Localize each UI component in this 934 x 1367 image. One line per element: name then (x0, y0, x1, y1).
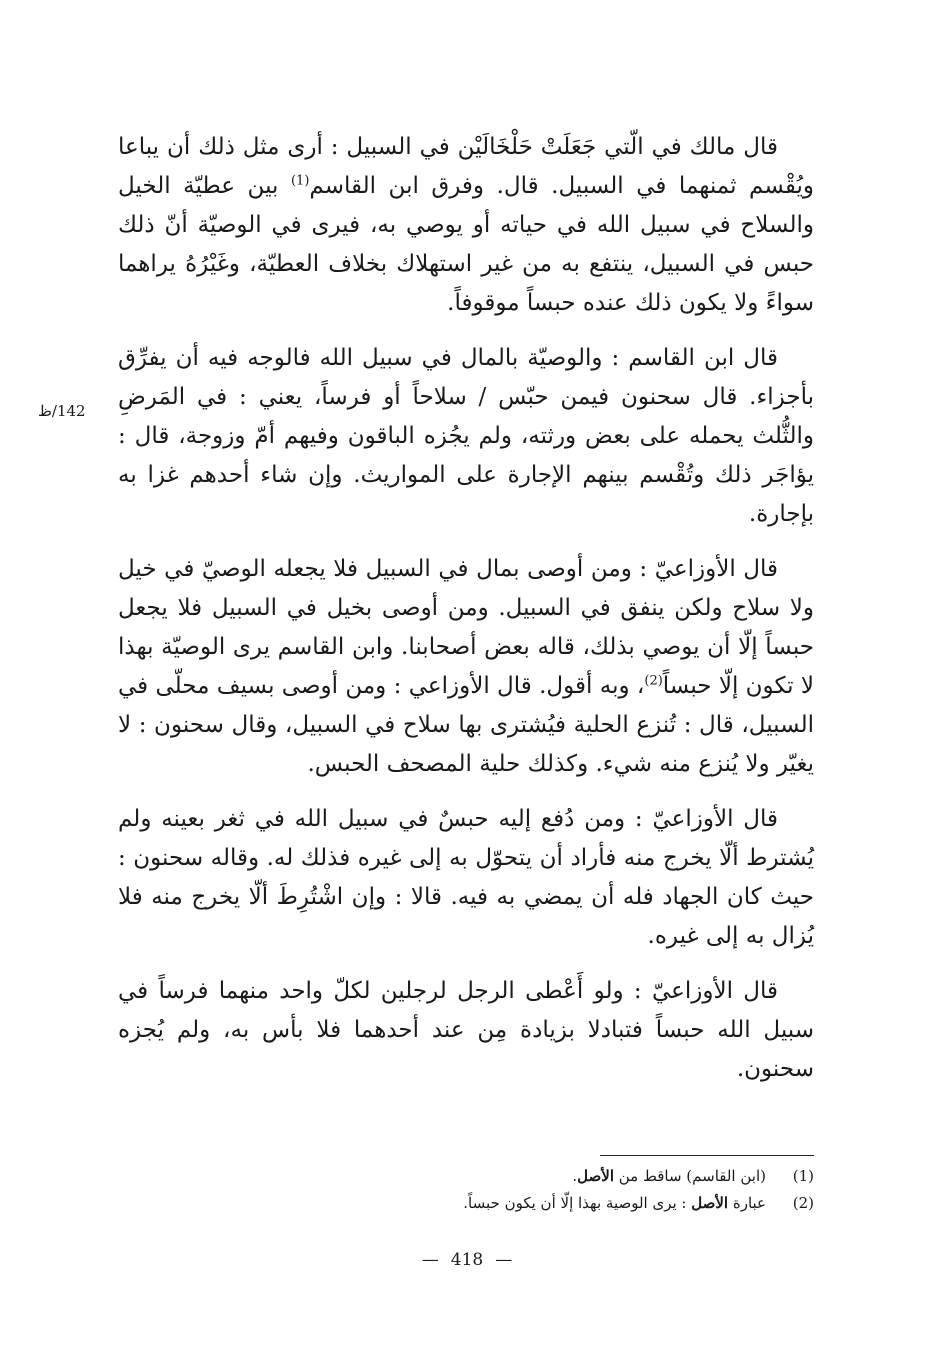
paragraph-5-text: قال الأوزاعيّ : ولو أَعْطى الرجل لرجلين لكلّ واحد منهما فرساً في سبيل الله حبساً فتبادلا بزيادة مِن عند أحدهما فلا بأس به، ولم يُجزه سحنون. (118, 978, 814, 1082)
footnote-1-text (572, 1163, 766, 1190)
paragraph-4-text: قال الأوزاعيّ : ومن دُفع إليه حبسٌ في سبيل الله في ثغر بعينه ولم يُشترط ألّا يخرج منه فأراد أن يتحوّل به إلى غيره فذلك له. وقاله سحنون : حيث كان الجهاد فله أن يمضي به فيه. قالا : وإن اشْتُرِطَ ألّا يخرج منه فلا يُزال به إلى غيره. (118, 806, 814, 949)
footnote-2-text-post: : يرى الوصية بهذا إلّا أن يكون حبساً. (463, 1194, 692, 1212)
footnote-2-number: (2) (792, 1194, 814, 1212)
main-text (118, 128, 814, 1103)
footnote-2-text-bold: الأصل (691, 1194, 729, 1212)
paragraph-5 (118, 972, 814, 1089)
paragraph-3-text-b: ، وبه أقول. قال الأوزاعي : ومن أوصى بسيف محلّى في السبيل، قال : تُنزع الحلية فيُشترى بها سلاح في السبيل، وقال سحنون : لا يغيّر ولا يُنزع منه شيء. وكذلك حلية المصحف الحبس. (118, 673, 814, 777)
footnote-1-text-pre: (ابن القاسم) ساقط من (614, 1167, 766, 1185)
paragraph-1-text-a: قال مالك في الّتي جَعَلَتْ حَلْخَالَيْن في السبيل : أرى مثل ذلك أن يباعا ويُقْسم ثمنهما في السبيل. قال. وفرق ابن القاسم (118, 134, 814, 199)
footnote-2-text (463, 1190, 766, 1217)
footnote-1-number: (1) (792, 1167, 814, 1185)
page-number-value: 418 (450, 1250, 484, 1270)
page-number-dash-left: — (421, 1250, 439, 1270)
paragraph-3-text-a: قال الأوزاعيّ : ومن أوصى بمال في السبيل فلا يجعله الوصيّ في خيل ولا سلاح ولكن ينفق في السبيل. ومن أوصى بخيل في السبيل فلا يجعل حبساً إلّا أن يوصي بذلك، قاله بعض أصحابنا. وابن القاسم يرى الوصيّة بهذا لا تكون إلّا حبساً (118, 556, 815, 699)
page-number-dash-right: — (495, 1250, 513, 1270)
footnote-2 (330, 1190, 814, 1217)
footnote-2-text-pre: عبارة (728, 1194, 766, 1212)
footnotes (330, 1163, 814, 1217)
footnote-1-text-post: . (572, 1167, 578, 1185)
paragraph-4 (118, 800, 814, 956)
paragraph-1 (118, 128, 814, 323)
paragraph-1-text-b: بين عطيّة الخيل والسلاح في سبيل الله في حياته أو يوصي به، فيرى في الوصيّة أنّ ذلك حبس في السبيل، ينتفع به من غير استهلاك بخلاف العطيّة، وغَيْرُهُ يراهما سواءً ولا يكون ذلك عنده حبساً موقوفاً. (118, 173, 814, 316)
footnote-divider (600, 1155, 814, 1156)
manuscript-folio-marker: 142/ظ (38, 402, 86, 420)
paragraph-2 (118, 339, 814, 534)
paragraph-3 (118, 550, 814, 784)
page-number (0, 1250, 934, 1270)
footnote-1 (330, 1163, 814, 1190)
paragraph-2-text: قال ابن القاسم : والوصيّة بالمال في سبيل الله فالوجه فيه أن يفرِّق بأجزاء. قال سحنون فيمن حبّس / سلاحاً أو فرساً، يعني : في المَرضِ والثُّلث يحمله على بعض ورثته، ولم يجُزه الباقون وفيهم أمّ وزوجة، قال : يؤاجَر ذلك وتُقْسم بينهم الإجارة على المواريث. وإن شاء أحدهم غزا به بإجارة. (118, 345, 814, 527)
footnote-1-text-bold: الأصل (577, 1167, 614, 1185)
footnote-ref-2[interactable]: (2) (644, 673, 663, 689)
footnote-ref-1[interactable]: (1) (290, 173, 310, 189)
